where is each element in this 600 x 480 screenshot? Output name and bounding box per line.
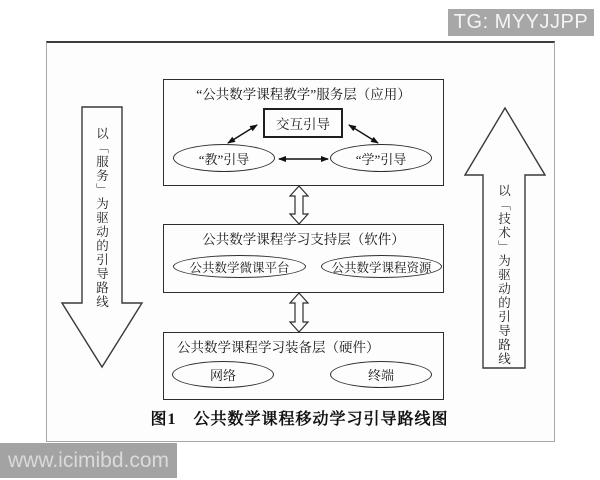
learn-guidance-ellipse: [330, 144, 432, 172]
connector-support-equipment: [288, 292, 310, 333]
learn-guidance-label: “学”引导: [355, 151, 407, 167]
interaction-guidance-label: 交互引导: [276, 117, 330, 132]
network-label: 网络: [209, 368, 236, 383]
course-resources-ellipse: [321, 255, 442, 278]
micro-course-platform-ellipse: [173, 255, 306, 278]
support-layer-title: 公共数学课程学习支持层（软件）: [202, 232, 405, 247]
connector-service-support: [288, 185, 310, 225]
interaction-guidance-box: [263, 108, 343, 138]
service-layer-box: [163, 79, 444, 186]
teach-guidance-label: “教”引导: [198, 151, 250, 167]
service-layer-title: “公共数学课程教学”服务层（应用）: [196, 87, 411, 102]
watermark-top-right: [448, 9, 594, 36]
support-layer-box: [163, 224, 444, 293]
technology-driven-arrow-label: 以「技术」为驱动的引导路线: [496, 184, 511, 366]
network-ellipse: [172, 361, 274, 388]
terminal-label: 终端: [367, 368, 394, 383]
watermark-bottom-left-text: www.icimibd.com: [7, 448, 170, 472]
micro-course-platform-label: 公共数学微课平台: [189, 260, 290, 275]
figure-caption: 图1 公共数学课程移动学习引导路线图: [150, 411, 449, 428]
course-resources-label: 公共数学课程资源: [331, 260, 432, 275]
service-driven-arrow-label: 以「服务」为驱动的引导路线: [94, 127, 109, 309]
equipment-layer-title: 公共数学课程学习装备层（硬件）: [177, 340, 380, 355]
equipment-layer-box: [163, 332, 444, 400]
teach-guidance-ellipse: [173, 144, 275, 172]
watermark-bottom-left: [0, 443, 177, 478]
terminal-ellipse: [330, 361, 432, 388]
watermark-top-right-text: TG: MYYJJPP: [453, 11, 589, 33]
